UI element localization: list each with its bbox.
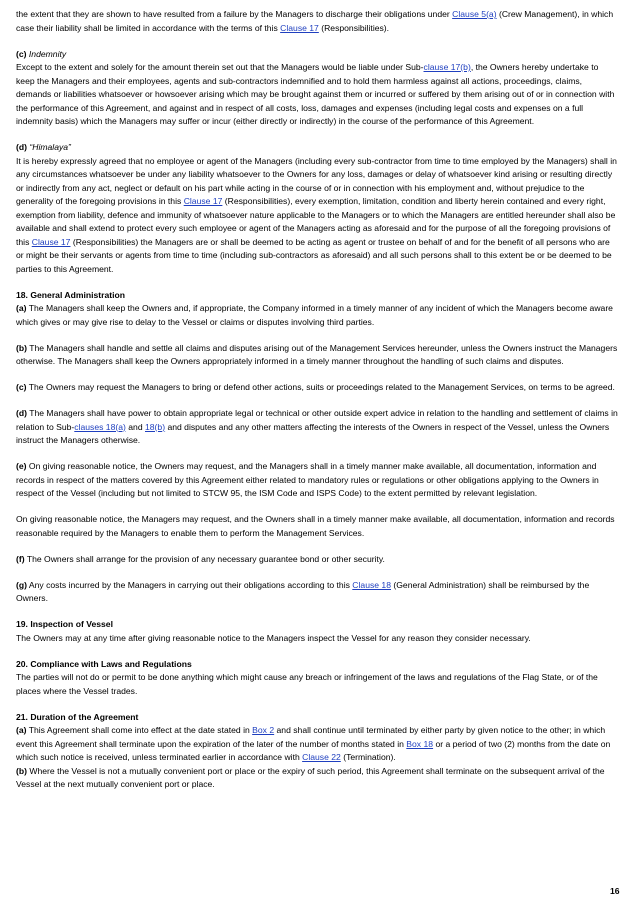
section-20-heading: 20. Compliance with Laws and Regulations: [16, 658, 192, 669]
section-19-heading: 19. Inspection of Vessel: [16, 619, 113, 629]
box-2-link[interactable]: Box 2: [252, 725, 275, 735]
clause-17b-link[interactable]: clause 17(b): [423, 62, 471, 72]
section-18f-paragraph: (f) The Owners shall arrange for the provision of any necessary guarantee bond or other security.: [16, 553, 385, 564]
section-18b-paragraph: (b) The Managers shall handle and settle all claims and disputes arising out of the Management Services hereunder, unless the Owners instruct the Managers otherwise. The Managers shall keep the Owners appropriately informed in a timely manner throughout the handling of such claims and disputes.: [16, 342, 618, 366]
section-18e-second-paragraph: On giving reasonable notice, the Managers may request, and the Owners shall in a timely manner make available, all documentation, information and records reasonable required by the Managers to enable them to perform the Management Services.: [16, 514, 615, 538]
indemnity-heading: (c) Indemnity: [16, 48, 67, 59]
clause-17-link[interactable]: Clause 17: [31, 236, 71, 247]
section-18e-paragraph: (e) On giving reasonable notice, the Owners may request, and the Managers shall in a timely manner make available, all documentation, information and records in respect of the matters covered by this Agreement either related to mandatory rules or regulations or other obligations applying to the Owners in respect of the Vessel (including but not limited to STCW 95, the ISM Code and ISPS Code) to the extent permitted by relevant legislation.: [16, 461, 599, 498]
himalaya-heading: (d) “Himalaya”: [16, 142, 71, 152]
clause-5a-link[interactable]: Clause 5(a): [452, 9, 497, 19]
section-18c-paragraph: (c) The Owners may request the Managers to bring or defend other actions, suits or proceedings related to the Management Services, on terms to be agreed.: [16, 382, 615, 392]
continuation-paragraph: the extent that they are shown to have resulted from a failure by the Managers to discharge their obligations under Clause 5(a) (Crew Management), in which case their liability shall be limited in accordance with the terms of this Clause 17 (Responsibilities).: [16, 9, 614, 33]
clause-17-link[interactable]: Clause 17: [280, 22, 319, 33]
clause-18b-link[interactable]: 18(b): [145, 421, 166, 432]
clause-22-link[interactable]: Clause 22: [302, 752, 341, 762]
section-21b-paragraph: (b) Where the Vessel is not a mutually convenient port or place or the expiry of such period, this Agreement shall terminate on the subsequent arrival of the Vessel at the next mutually convenient port or place.: [16, 765, 605, 789]
indemnity-paragraph: Except to the extent and solely for the amount therein set out that the Managers would be liable under Sub-clause 17(b), the Owners hereby undertake to keep the Managers and their employees, agents and sub-contractors indemnified and to hold them harmless against all actions, proceedings, claims, demands or liabilities whatsoever or howsoever arising which may be brought against them or incurred or suffered by them arising out of or in connection with the performance of this Agreement, and against and in respect of all costs, loss, damages and expenses (including legal costs and expenses on a full indemnity basis) which the Managers may suffer or incur (either directly or indirectly) in the course of the performance of this Agreement.: [16, 62, 615, 126]
section-19-paragraph: The Owners may at any time after giving reasonable notice to the Managers inspect the Vessel for any reason they consider necessary.: [16, 632, 531, 643]
section-18g-paragraph: (g) Any costs incurred by the Managers in carrying out their obligations according to this Clause 18 (General Administration) shall be reimbursed by the Owners.: [16, 579, 590, 603]
himalaya-paragraph: It is hereby expressly agreed that no employee or agent of the Managers (including every sub-contractor from time to time employed by the Managers) shall in any circumstances whatsoever be under any liability whatsoever to the Owners for any loss, damages or delay of whatsoever kind arising or resulting directly or indirectly from any act, neglect or default on his part while acting in the course of or in connection with his employment and, without prejudice to the generality of the foregoing provisions in this Clause 17 (Responsibilities), every exemption, limitation, condition and liberty herein contained and every right, exemption from liability, defence and immunity of whatsoever nature applicable to the Managers or to which the Managers are entitled hereunder shall also be available and shall extend to protect every such employee or agent of the Managers acting as aforesaid and for the purpose of all the foregoing provisions of this Clause 17 (Responsibilities) the Managers are or shall be deemed to be acting as agent or trustee on behalf of and for the benefit of all persons who are or might be their servants or agents from time to time (including sub-contractors as aforesaid) and all such persons shall to this extent be or be deemed to be parties to this Agreement.: [16, 155, 617, 274]
section-18-heading: 18. General Administration: [16, 289, 126, 300]
clauses-18a-link[interactable]: clauses 18(a): [74, 421, 126, 432]
section-21a-paragraph: (a) This Agreement shall come into effect at the date stated in Box 2 and shall continue until terminated by either party by given notice to the other; in which event this Agreement shall terminate upon the expiration of the later of the number of months stated in Box 18 or a period of two (2) months from the date on which such notice is received, unless terminated earlier in accordance with Clause 22 (Termination).: [16, 725, 611, 762]
section-18d-paragraph: (d) The Managers shall have power to obtain appropriate legal or technical or other outside expert advice in relation to the handling and settlement of claims in relation to Sub-clauses 18(a) and 18(b) and disputes and any other matters affecting the interests of the Owners in respect of the Vessel, unless the Owners instruct the Managers otherwise.: [16, 408, 618, 445]
document-page: [16, 8, 619, 792]
page-number: 16: [610, 886, 620, 896]
section-20-paragraph: The parties will not do or permit to be done anything which might cause any breach or infringement of the laws and regulations of the Flag State, or of the places where the Vessel trades.: [16, 672, 598, 696]
section-21-heading: 21. Duration of the Agreement: [16, 711, 139, 722]
box-18-link[interactable]: Box 18: [406, 738, 434, 749]
section-18a-paragraph: (a) The Managers shall keep the Owners and, if appropriate, the Company informed in a timely manner of any incident of which the Managers become aware which gives or may give rise to delay to the Vessel or claims or disputes involving third parties.: [16, 303, 613, 327]
clause-18-link[interactable]: Clause 18: [352, 579, 391, 590]
clause-17-link[interactable]: Clause 17: [183, 196, 223, 206]
